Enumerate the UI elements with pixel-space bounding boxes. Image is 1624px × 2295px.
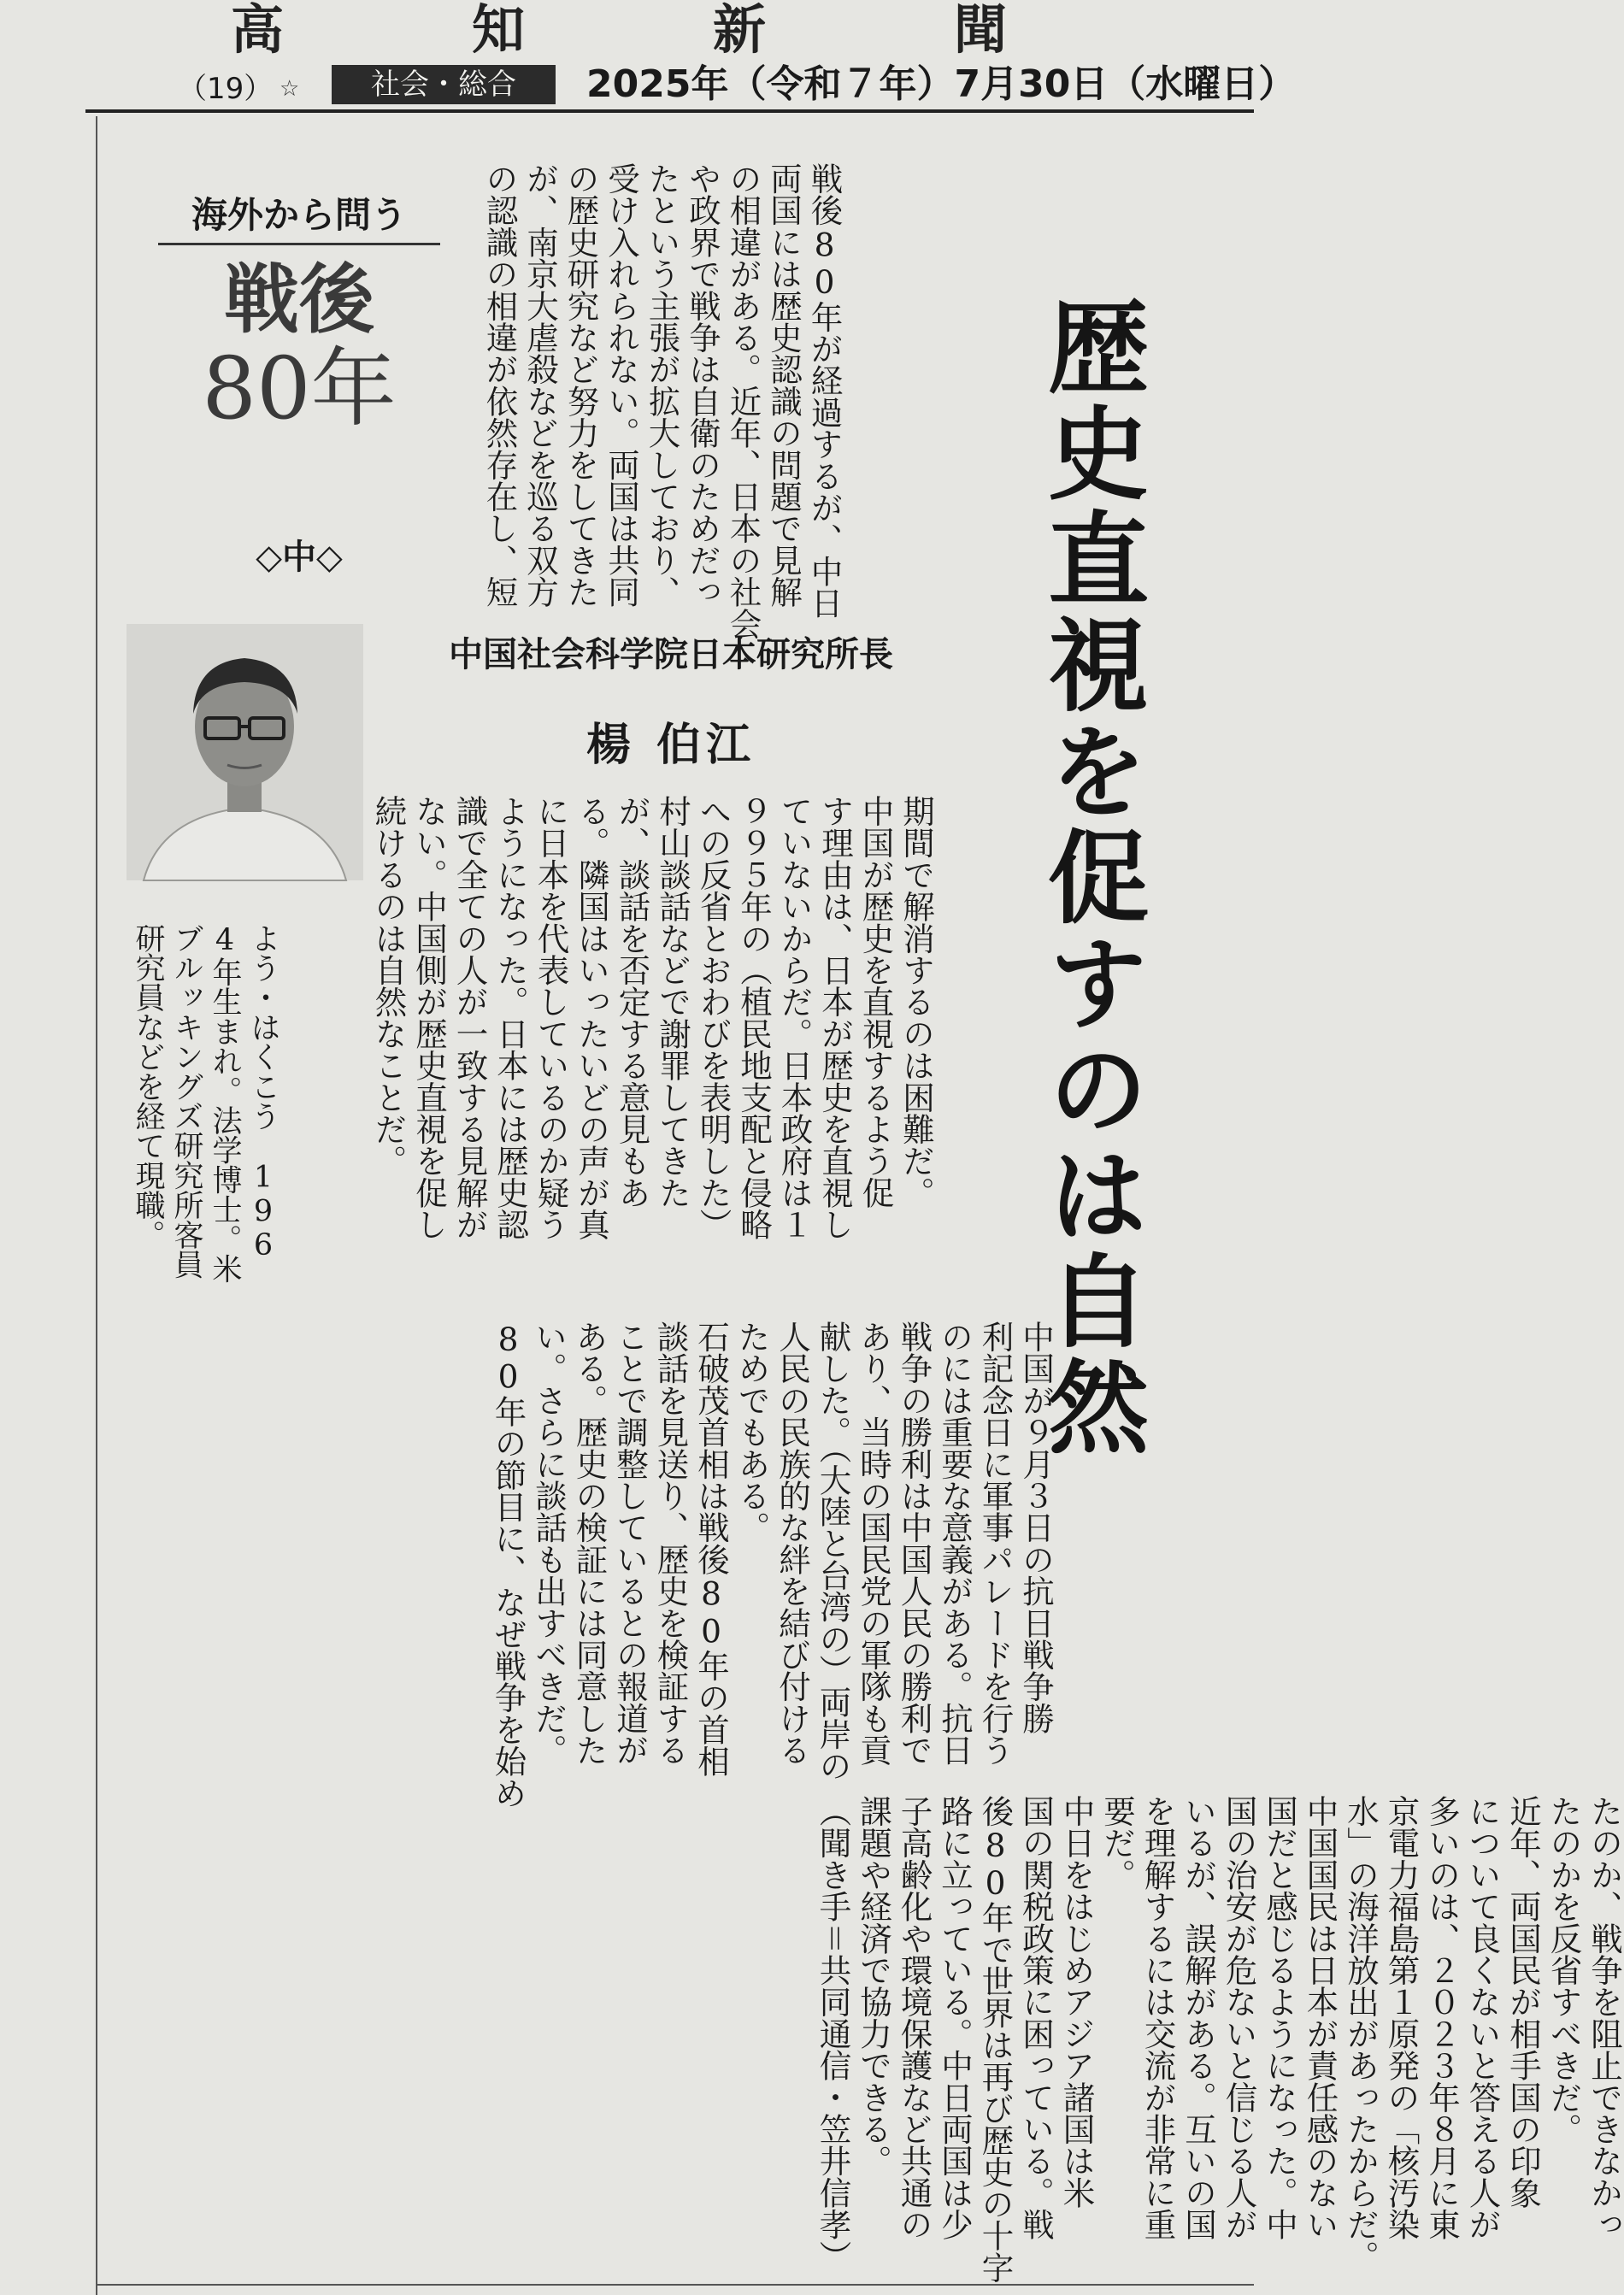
series-subtitle: 海外から問う	[191, 194, 407, 236]
text-line: たのかを反省すべきだ。	[1545, 1795, 1583, 2145]
text-line: 戦争の勝利は中国人民の勝利で	[895, 1321, 933, 1766]
star-icon: ☆	[279, 76, 300, 102]
text-line: 続けるのは自然なことだ。	[369, 795, 408, 1177]
text-line: 近年、両国民が相手国の印象	[1504, 1795, 1542, 2209]
text-line: 利記念日に軍事パレードを行う	[976, 1321, 1015, 1766]
text-line: （聞き手＝共同通信・笠井信孝）	[814, 1795, 852, 2273]
text-line: が、南京大虐殺などを巡る双方	[521, 162, 559, 608]
text-line: よう・はくこう 196	[246, 923, 280, 1262]
byline-affiliation: 中国社会科学院日本研究所長	[449, 635, 893, 674]
text-line: 中国国民は日本が責任感のない	[1301, 1795, 1339, 2240]
masthead-rule	[85, 109, 1254, 113]
text-line: 中国が９月３日の抗日戦争勝	[1017, 1321, 1055, 1734]
text-line: 国の治安が危ないと信じる人が	[1220, 1795, 1258, 2240]
text-line: のには重要な意義がある。抗日	[936, 1321, 974, 1766]
text-line: に日本を代表しているのか疑う	[532, 795, 570, 1240]
text-line: 要だ。	[1098, 1795, 1136, 1891]
article-intro	[479, 162, 844, 640]
text-line: 子高齢化や環境保護など共通の	[895, 1795, 933, 2240]
text-line: 村山談話などで謝罪してきた	[654, 795, 691, 1209]
series-year: 80年	[202, 338, 397, 438]
text-line: の認識の相違が依然存在し、短	[480, 162, 519, 608]
text-line: 両国には歴史認識の問題で見解	[765, 162, 803, 608]
article-column-2	[487, 1321, 1056, 1810]
series-divider	[158, 243, 440, 245]
text-line: す理由は、日本が歴史を直視し	[816, 795, 854, 1240]
text-line: 国だと感じるようになった。中	[1261, 1795, 1298, 2240]
text-line: について良くないと答える人が	[1463, 1795, 1502, 2240]
text-line: たという主張が拡大しており、	[643, 162, 681, 608]
series-title: 戦後	[223, 255, 374, 344]
text-line: が、談話を否定する意見もあ	[613, 795, 651, 1209]
text-line: の歴史研究など努力をしてきた	[562, 162, 600, 608]
text-line: る。隣国はいったいどの声が真	[573, 795, 610, 1240]
text-line: 戦後80年が経過するが、中日	[805, 162, 844, 619]
text-line: ようになった。日本には歴史認	[491, 795, 529, 1240]
text-line: ない。中国側が歴史直視を促し	[410, 795, 448, 1240]
series-part-marker: ◇中◇	[256, 537, 343, 577]
person-photo-icon	[127, 624, 363, 880]
text-line: 談話を見送り、歴史を検証する	[651, 1321, 690, 1766]
article-column-3	[812, 1795, 1624, 2291]
text-line: を理解するには交流が非常に重	[1139, 1795, 1177, 2240]
text-line: ある。歴史の検証には同意した	[570, 1321, 609, 1766]
text-line: や政界で戦争は自衛のためだっ	[684, 162, 721, 608]
text-line: 石破茂首相は戦後80年の首相	[692, 1321, 730, 1777]
text-line: 献した。（大陸と台湾の）両岸の	[814, 1321, 852, 1782]
text-line: 4年生まれ。法学博士。米	[208, 923, 242, 1284]
text-line: 受け入れられない。両国は共同	[603, 162, 640, 608]
text-line: あり、当時の国民党の軍隊も貢	[855, 1321, 892, 1766]
text-line: ためでもある。	[733, 1321, 771, 1544]
text-line: 国の関税政策に困っている。戦	[1017, 1795, 1055, 2240]
byline-author-name: 楊 伯江	[585, 719, 756, 771]
text-line: 識で全ての人が一致する見解が	[450, 795, 489, 1240]
page-number: （19）	[178, 72, 274, 106]
text-line: 期間で解消するのは困難だ。	[897, 795, 935, 1209]
publication-date: 2025年（令和７年）7月30日（水曜日）	[586, 62, 1297, 106]
text-line: 中日をはじめアジア諸国は米	[1057, 1795, 1096, 2209]
text-line: ブルッキングズ研究所客員	[169, 923, 203, 1280]
text-line: 中国が歴史を直視するよう促	[856, 795, 895, 1209]
article-frame-left	[96, 116, 97, 2295]
text-line: 後80年で世界は再び歴史の十字	[976, 1795, 1015, 2284]
text-line: 水」の海洋放出があったからだ。	[1342, 1795, 1380, 2273]
text-line: ９９５年の（植民地支配と侵略	[735, 795, 773, 1240]
text-line: ていないからだ。日本政府は１	[775, 795, 814, 1240]
text-line: ことで調整しているとの報道が	[611, 1321, 649, 1766]
author-bio	[128, 923, 282, 1316]
headline: 歴史直視を促すのは自然	[1031, 295, 1150, 1461]
text-line: への反省とおわびを表明した）	[694, 795, 733, 1240]
text-line: 課題や経済で協力できる。	[855, 1795, 892, 2177]
article-column-1	[368, 795, 936, 1299]
text-line: たのか、戦争を阻止できなかっ	[1586, 1795, 1623, 2240]
portrait-photo	[127, 624, 363, 880]
text-line: 研究員などを経て現職。	[131, 923, 165, 1250]
text-line: い。さらに談話も出すべきだ。	[530, 1321, 568, 1766]
text-line: いるが、誤解がある。互いの国	[1180, 1795, 1217, 2240]
section-label: 社会・総合	[332, 65, 556, 104]
newspaper-masthead: 高知新聞	[231, 0, 1196, 61]
text-line: 京電力福島第１原発の「核汚染	[1382, 1795, 1421, 2240]
text-line: 80年の節目に、なぜ戦争を始め	[489, 1321, 527, 1810]
text-line: の相違がある。近年、日本の社会	[724, 162, 762, 640]
text-line: 人民の民族的な絆を結び付ける	[774, 1321, 811, 1766]
text-line: 多いのは、２０２３年８月に東	[1423, 1795, 1461, 2240]
text-line: 路に立っている。中日両国は少	[936, 1795, 974, 2240]
